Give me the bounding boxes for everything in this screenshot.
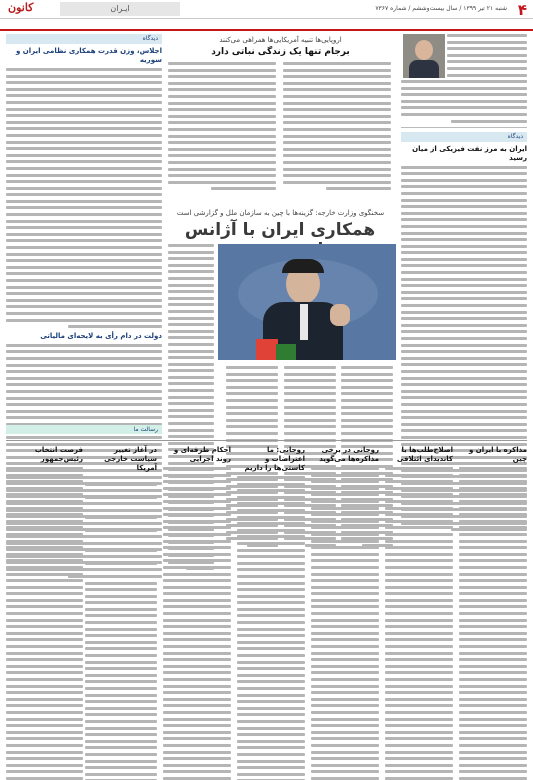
bottom-headline-4: روحانی در برخی مذاکره‌ها می‌گوید xyxy=(319,446,379,463)
date-line: شنبه ۲۱ تیر ۱۳۹۹ / سال بیست‌وششم / شماره ۷۳۶۷ xyxy=(375,5,507,12)
page-header xyxy=(0,0,533,19)
bottom-col-1 xyxy=(459,444,527,780)
right-sidebar-tag: دیدگاه xyxy=(401,132,527,142)
lead-intro-right xyxy=(283,62,391,194)
bottom-section-rule xyxy=(6,440,527,441)
caption-band xyxy=(6,425,162,434)
right-sidebar-headline: ایران به مرز نفت فیزیکی از میان رسید xyxy=(412,144,527,162)
page-number: ۴ xyxy=(517,1,527,19)
section-tab[interactable]: ایـران xyxy=(60,2,180,16)
bottom-col-2 xyxy=(385,444,453,780)
bottom-col-4 xyxy=(237,444,305,780)
bottom-col-3 xyxy=(311,444,379,780)
lead-subtitle: برجام تنها یک زندگی نباتی دارد xyxy=(211,47,350,57)
bottom-headline-1: در آغاز تغییر سیاست خارجی آمریکا xyxy=(104,446,157,472)
left-sidebar-headline: اجلاس، وزن قدرت همکاری نظامی ایران و سوریه xyxy=(15,47,162,64)
lead-title: همکاری ایران با آژانس xyxy=(184,220,376,240)
caption-band-label: رسالت ما xyxy=(133,426,158,433)
lead-subtitle-kicker: اروپایی‌ها تنبیه آمریکایی‌ها همراهی می‌کنند xyxy=(219,36,342,44)
bottom-headline-5: اصلاح‌طلب‌ها با کاندیدای ائتلافی xyxy=(396,446,453,463)
left-sidebar-tag: دیدگاه xyxy=(6,34,162,44)
lead-intro-left xyxy=(168,62,276,194)
bottom-col-7 xyxy=(6,444,83,780)
lead-kicker: سخنگوی وزارت خارجه: گزینه‌ها با چین به سازمان ملل و گزارشی است xyxy=(176,209,385,217)
section-logo: کانون xyxy=(8,1,34,14)
bottom-headline-7: فرصت انتخاب رئیس‌جمهور xyxy=(34,446,83,463)
bottom-headline-2: احکام طرفه‌ای و روند اجرایی xyxy=(173,446,231,463)
bottom-col-5 xyxy=(163,444,231,780)
bottom-headline-3: روحانی: ما اعتراضات و کاستی‌ها را داریم xyxy=(244,446,305,472)
author-photo xyxy=(403,34,445,78)
lead-photo xyxy=(218,244,396,360)
bottom-col-6 xyxy=(85,444,157,780)
header-rule xyxy=(0,29,533,31)
bottom-headline-6: مذاکره با ایران و چین xyxy=(468,446,527,463)
left-sidebar-headline-2: دولت در دام رأی به لایحه‌ای مالیاتی xyxy=(40,331,162,340)
